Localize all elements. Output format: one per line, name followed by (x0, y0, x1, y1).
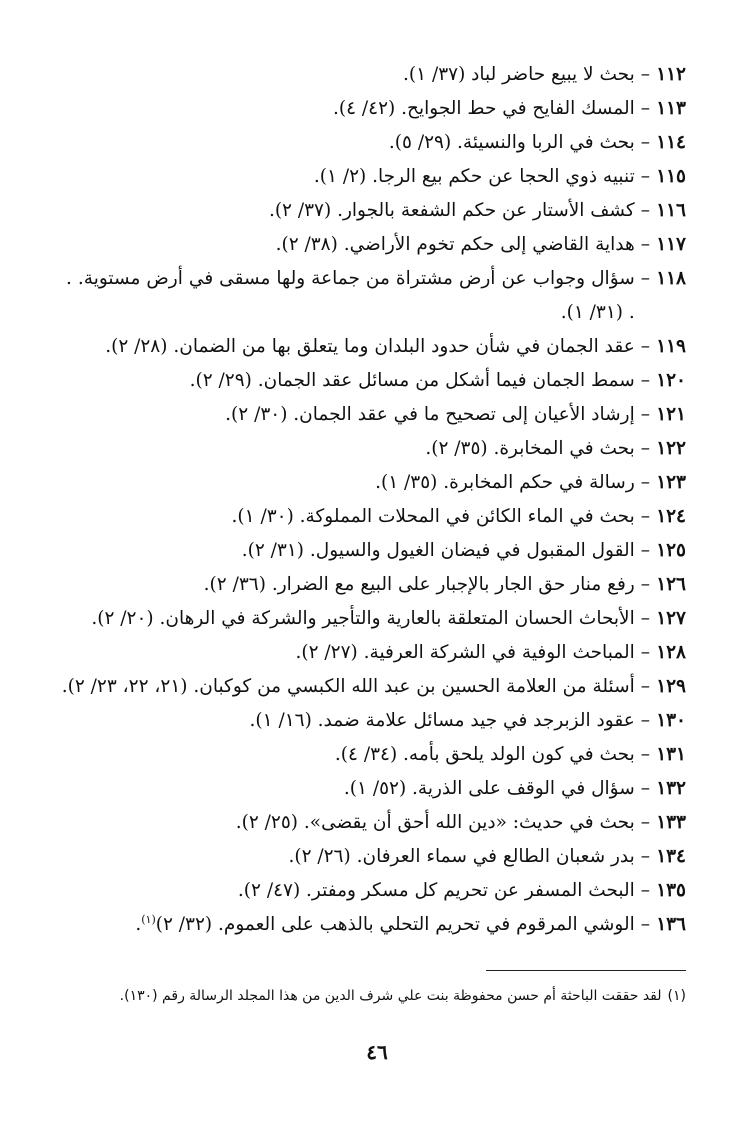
entry-number: ١٣٣ (656, 812, 686, 833)
entry-text: المباحث الوفية في الشركة العرفية. (٢٧/ ٢). (295, 642, 635, 663)
entry-dash: – (640, 506, 650, 527)
list-item (66, 160, 686, 194)
entry-text: سؤال في الوقف على الذرية. (٥٢/ ١). (343, 778, 635, 799)
list-item (66, 806, 686, 840)
entry-dash: – (640, 64, 650, 85)
list-item (66, 58, 686, 92)
footnote-text: لقد حققت الباحثة أم حسن محفوظة بنت علي شرف الدين من هذا المجلد الرسالة رقم (١٣٠). (119, 988, 662, 1004)
list-item (66, 636, 686, 670)
entry-number: ١١٤ (656, 132, 686, 153)
footnote-marker: (١) (667, 988, 686, 1004)
entry-number: ١١٦ (656, 200, 686, 221)
entry-dash: – (640, 744, 650, 765)
footnote (66, 985, 686, 1007)
entry-tail: . (135, 914, 142, 935)
entry-dash: – (640, 98, 650, 119)
list-item (66, 228, 686, 262)
entry-number: ١٢٩ (656, 676, 686, 697)
list-item (66, 568, 686, 602)
entry-dash: – (640, 404, 650, 425)
entry-text: أسئلة من العلامة الحسين بن عبد الله الكبسي من كوكبان. (٢١، ٢٢، ٢٣/ ٢). (61, 676, 635, 697)
entry-text: رسالة في حكم المخابرة. (٣٥/ ١). (375, 472, 635, 493)
entry-dash: – (640, 914, 650, 935)
list-item (66, 534, 686, 568)
list-item (66, 772, 686, 806)
entry-number: ١٢٥ (656, 540, 686, 561)
entry-dash: – (640, 778, 650, 799)
list-item (61, 670, 686, 704)
entry-dash: – (640, 846, 650, 867)
entry-title: الوشي المرقوم في تحريم التحلي بالذهب على العموم. (٣٢/ ٢) (155, 914, 635, 935)
entry-text: الأبحاث الحسان المتعلقة بالعارية والتأجير والشركة في الرهان. (٢٠/ ٢). (91, 608, 635, 629)
entry-text: المسك الفايح في حط الجوايح. (٤٢/ ٤). (333, 98, 635, 119)
entry-text: بحث في المخابرة. (٣٥/ ٢). (425, 438, 635, 459)
entry-text: تنبيه ذوي الحجا عن حكم بيع الرجا. (٢/ ١). (313, 166, 635, 187)
entry-number: ١٢٠ (656, 370, 686, 391)
entry-number: ١٢٢ (656, 438, 686, 459)
list-item (66, 432, 686, 466)
entries-list (61, 58, 686, 942)
entry-dash: – (640, 676, 650, 697)
entry-dash: – (640, 370, 650, 391)
entry-dash: – (640, 642, 650, 663)
list-item (66, 364, 686, 398)
list-item (66, 398, 686, 432)
entry-dash: – (640, 472, 650, 493)
entry-text: بدر شعبان الطالع في سماء العرفان. (٢٦/ ٢). (288, 846, 635, 867)
entry-number: ١١٢ (656, 64, 686, 85)
list-item (66, 194, 686, 228)
entry-text: بحث في الماء الكائن في المحلات المملوكة. (٣٠/ ١). (231, 506, 635, 527)
entry-text: كشف الأستار عن حكم الشفعة بالجوار. (٣٧/ ٢). (268, 200, 635, 221)
entry-number: ١٢٤ (656, 506, 686, 527)
entry-text: رفع منار حق الجار بالإجبار على البيع مع الضرار. (٣٦/ ٢). (203, 574, 635, 595)
entry-text: القول المقبول في فيضان الغيول والسيول. (٣١/ ٢). (241, 540, 635, 561)
entry-dash: – (640, 880, 650, 901)
entry-number: ١١٨ (656, 268, 686, 289)
list-item (66, 908, 686, 942)
entry-number: ١٢٧ (656, 608, 686, 629)
entry-number: ١٢٣ (656, 472, 686, 493)
entry-dash: – (640, 200, 650, 221)
entry-text: سمط الجمان فيما أشكل من مسائل عقد الجمان. (٢٩/ ٢). (189, 370, 635, 391)
entry-number: ١١٩ (656, 336, 686, 357)
list-item (66, 126, 686, 160)
list-item (66, 262, 686, 330)
entry-number: ١٣٦ (656, 914, 686, 935)
entry-dash: – (640, 710, 650, 731)
entry-dash: – (640, 574, 650, 595)
entry-dash: – (640, 812, 650, 833)
entry-dash: – (640, 438, 650, 459)
entry-text: بحث في كون الولد يلحق بأمه. (٣٤/ ٤). (334, 744, 635, 765)
entry-number: ١٣٢ (656, 778, 686, 799)
entry-dash: – (640, 608, 650, 629)
entry-text: عقود الزبرجد في جيد مسائل علامة ضمد. (١٦/ ١). (249, 710, 635, 731)
entry-text: بحث في الربا والنسيئة. (٢٩/ ٥). (388, 132, 635, 153)
entry-number: ١١٥ (656, 166, 686, 187)
page-number: ٤٦ (366, 1040, 388, 1064)
entry-dash: – (640, 234, 650, 255)
footnote-separator (486, 970, 686, 971)
list-item (66, 500, 686, 534)
entry-number: ١٣٥ (656, 880, 686, 901)
entry-number: ١٢٦ (656, 574, 686, 595)
list-item (66, 704, 686, 738)
entry-dash: – (640, 268, 650, 289)
entry-number: ١١٧ (656, 234, 686, 255)
entry-text: بحث في حديث: «دين الله أحق أن يقضى». (٢٥/ ٢). (235, 812, 635, 833)
list-item (66, 602, 686, 636)
entry-text: البحث المسفر عن تحريم كل مسكر ومفتر. (٤٧/ ٢). (237, 880, 635, 901)
list-item (66, 466, 686, 500)
entry-dash: – (640, 166, 650, 187)
entry-number: ١١٣ (656, 98, 686, 119)
list-item (66, 738, 686, 772)
entry-number: ١٣٠ (656, 710, 686, 731)
entry-text: هداية القاضي إلى حكم تخوم الأراضي. (٣٨/ ٢). (275, 234, 635, 255)
entry-number: ١٣١ (656, 744, 686, 765)
entry-text (66, 908, 635, 942)
list-item (66, 874, 686, 908)
entry-dash: – (640, 336, 650, 357)
entry-number: ١٢٨ (656, 642, 686, 663)
list-item (66, 840, 686, 874)
entry-text: سؤال وجواب عن أرض مشتراة من جماعة ولها مسقى في أرض مستوية. . . (٣١/ ١). (66, 268, 635, 323)
list-item (66, 92, 686, 126)
entry-number: ١٣٤ (656, 846, 686, 867)
entry-dash: – (640, 132, 650, 153)
entry-text: إرشاد الأعيان إلى تصحيح ما في عقد الجمان. (٣٠/ ٢). (225, 404, 635, 425)
entry-text: عقد الجمان في شأن حدود البلدان وما يتعلق بها من الضمان. (٢٨/ ٢). (105, 336, 635, 357)
entry-number: ١٢١ (656, 404, 686, 425)
entry-text: بحث لا يبيع حاضر لباد (٣٧/ ١). (403, 64, 635, 85)
footnote-reference: (١) (141, 912, 156, 926)
list-item (66, 330, 686, 364)
entry-dash: – (640, 540, 650, 561)
